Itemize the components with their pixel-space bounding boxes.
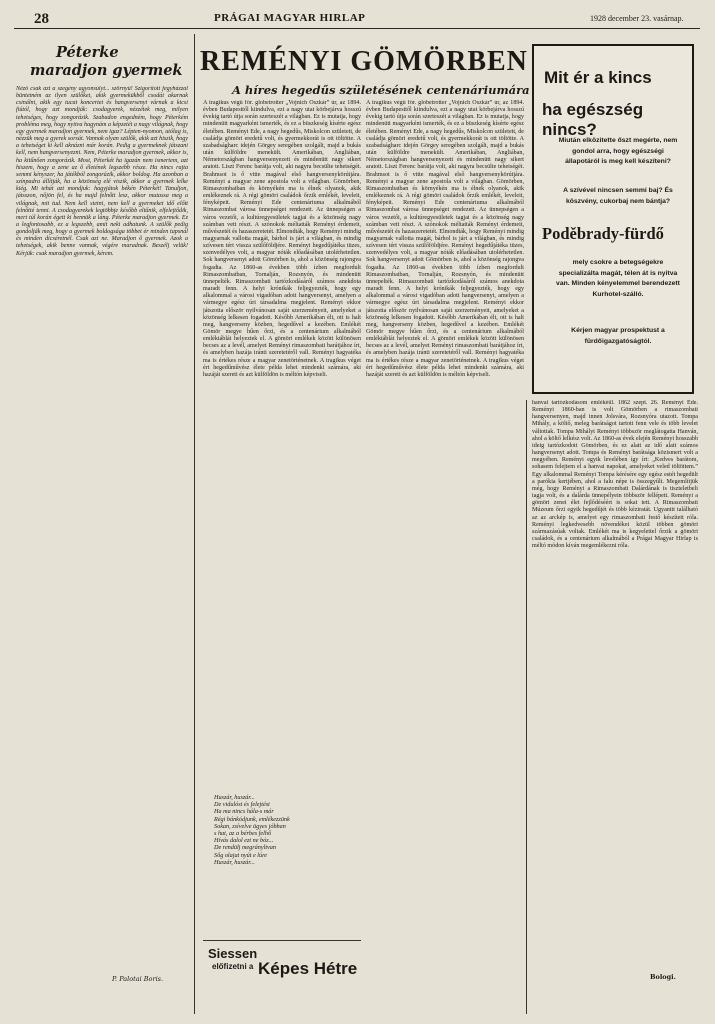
ad-paragraph: Miután elközitette őszt megérte, nem gondol arra, hogy egészségi állapotáról is meg kell készíteni? xyxy=(558,137,678,165)
ad-headline-line2: ha egészség nincs? xyxy=(542,100,644,139)
column-divider xyxy=(526,400,527,1014)
poem-line: Huszár, huszár... xyxy=(214,794,255,801)
podebrady-advertisement xyxy=(532,44,694,394)
promo-divider xyxy=(203,940,361,941)
poem xyxy=(214,794,290,866)
poem-line: Hívás dalol ezt ne bóz... xyxy=(214,837,274,845)
ad-paragraph: A szívével nincsen semmi baj? És köszvény, cukorbaj nem bántja? xyxy=(563,187,673,205)
left-article-signature: P. Palotai Boris. xyxy=(112,975,164,983)
promo-line1: Siessen xyxy=(208,946,258,961)
poem-line: Sokan, zsívelve ügyes jóbban xyxy=(214,822,286,830)
right-column-body: hanvai tartózkodásom emlékéül. 1862 szept. 26. Reményi Ede. Reményi 1860-ban is volt Gömörben a rimaszombati hangversenyen, majd innen Jolsvára, Rozsnyóra utazott. Tompa Mihály, a költő, meleg barátságot tartott fenn vele és több levelet váltottak. Tompa Mihályt Reményi többször meglátogatta Hanván, ahol a költő lelkész volt. Az 1860-as évek elején Reményi hosszabb ideig tartózkodott Gömörben, és ez alatt az idő alatt számos hangversenyt adott. Tompa és Reményi barátsága közismert volt a megyében. Reményi egyik levelében így írt: „Kedves barátom, sohasem felejtem el a hanvai napokat, amelyeket veled töltöttem.” Egy alkalommal Reményi Tompa kérésére egy egész estét hegedült a parókia kertjében, ahol a falu népe is összegyűlt. Megemlítjük még, hogy Reményi a Rimaszombati Dalárdának is tiszteletbeli tagja volt, és a dalárda ünnepélyein többször fellépett. Reményi a gömöri zenei élet fejlődéséért is sokat tett. A Rimaszombati Múzeum őrzi egyik hegedűjét és több kéziratát. Ugyanitt található az az arckép is, amelyet egy rimaszombati festő készített róla. Reményi legkedvesebb növendékei közül többen gömöri származásúak voltak. Emlékét ma is kegyelettel őrzik a gömöri családok, és a centenárium alkalmából a Prágai Magyar Hirlap is méltó módon kíván megemlékezni róla. xyxy=(532,400,698,550)
issue-date: 1928 december 23. vasárnap. xyxy=(590,14,684,23)
poem-line: De vidulóst és felejtést xyxy=(214,801,270,809)
left-article-body: Néző csak azt a szegény agyonsúlyt... szörnyű! Szigorított fegyházzal büntetném az ilyen szülőket, akik gyermekükből csodát akarnak csinálni, akik egy tucat koncertet és hangversenyt várnak a kicsi fiútól, hogy azt mondják: csodagyerek, nézzétek meg, milyen tehetséges, hogy zongorázik. Szabadon engedném, hogy Péterkém probléma meg, hogy nyitva hagynám a képzetét a nagy világnak, hogy egy gyermek maradjon gyermek, nem igaz? Lépten-nyomon, utólag is, nézzük meg a gyerek sorsát. Vannak olyan szülők, akik azt hiszik, hogy a tehetséget ki kell aknázni már korán. Pedig a gyermeknek játszani kell, nem hangversenyezni. Nem, Péterke maradjon gyermek, akkor is, ha kitűnően zongorázik. Most, Péterkét ha igazán nem ismertem, azt hiszem, hogy a zene az ő életének legszebb része. Ha nincs rajta semmi kényszer, ha játékból zongorázik, akkor boldog. Ha azonban a színpadra állítják, ha a közönség elé viszik, akkor a gyermek lelke kiég. Mi tehát azt mondjuk: hagyjátok békén Péterkét! Tanuljon, játsszon, nőjön fel, és ha majd felnőtt lesz, akkor mutassa meg a világnak, mit tud. Nem kell sietni, nem kell a gyermeket idő előtt felnőtté tenni. A csodagyerekek legtöbbje később eltűnik, elfelejtődik, mert túl korán égett ki bennük a láng. Péterke maradjon gyermek. Ez a legfontosabb, ez a legszebb, amit neki adhatunk. A szülők pedig gondolják meg, hogy a gyermek boldogsága többet ér minden tapsnál és minden dicséretnél. Csak azt ne. Maradjon ő gyermek. Azok a tehetségek, akik benne vannak, végére maradnak. Beszélj velük! Kérjük: csak maradjon gyermek, kérem. xyxy=(16,86,188,257)
poem-line: Régi bánkódjunk, emlékezzünk xyxy=(214,815,290,823)
main-article-body-col2: A tragikus végű főr. globetrotter „Vojnich Oszkár” úr, az 1894. évben Budapesttől kiindulva, ezt a nagy utat körbejárva hosszú évekig tartó útja során szerteszét a világban. Ez is mutatja, hogy mindenütt magyarként ismerték, és ez a büszkeség kísérte egész életében. Reményi Ede, a nagy hegedűs, Miskolcon született, de családja gömöri eredetű volt, és gyermekkorát is ott töltötte. A szabadságharc idején Görgey seregében szolgált, majd a bukás után külföldre menekült. Amerikában, Angliában, Németországban hangversenyezett és mindenütt nagy sikert aratott. Liszt Ferenc barátja volt, aki nagyra becsülte tehetségét. Brahmsot is ő vitte magával első hangversenykörútjára. Reményi a magyar zene apostola volt a világban. Gömörben, Rimaszombatban és környékén ma is élnek olyanok, akik emlékeznek rá. A régi gömöri családok őrzik emlékét, leveleit, fényképeit. Reményi Ede centenáriuma alkalmából Rimaszombat városa ünnepséget rendezett. Az ünnepségen a város vezetői, a kultúregyesületek tagjai és a közönség nagy számban vett részt. A szónokok méltatták Reményi érdemeit, művészetét és hazaszeretetét. Elmondták, hogy Reményi mindig magyarnak vallotta magát, bárhol is járt a világban, és mindig szívesen tért vissza szülőföldjére. Reményi hegedűjátéka tüzes, szenvedélyes volt, a magyar nóták előadásában utolérhetetlen. Sok hangversenyt adott Gömörben is, ahol a közönség rajongva fogadta. Az 1860-as években több ízben megfordult Rimaszombatban, Tornalján, Rozsnyón, és mindenütt ünnepelték. Rimaszombati tartózkodásáról számos anekdota maradt fenn. A helyi krónikák feljegyezték, hogy egy alkalommal a városi vigadóban adott hangversenyt, amelyen a vármegye egész úri társadalma megjelent. Reményi ekkor játszotta először nyilvánosan saját szerzeményeit, amelyeket a közönség lelkesen fogadott. Később Amerikában élt, ott is halt meg, hangverseny közben, hegedűvel a kezében. Emlékét Gömör megye hűen őrzi, és a centenárium alkalmából emléktáblát helyeztek el. A gömöri emlékek között különösen becses az a levél, amelyet Reményi rimaszombati barátjához írt, és amelyben hazája iránti szeretetéről vall. Reményi hagyatéka ma is értékes része a magyar zenetörténetnek. A tragikus véget ért hegedűművész élete példa lehet mindenki számára, aki hazáját szereti és azt külföldön is méltón képviseli. xyxy=(366,100,524,378)
column-divider xyxy=(194,34,195,1014)
left-article-title-line1: Péterke xyxy=(56,44,119,61)
poem-line: Ha ma nincs hála-s már xyxy=(214,808,274,816)
page-header xyxy=(14,8,700,29)
ad-paragraph: mely csokre a betegségekre specializálta magát, télen át is nyitva van. Minden kényelemmel berendezett Kurhotel-szálló. xyxy=(556,259,680,298)
main-article-body-col1: A tragikus végű főr. globetrotter „Vojnich Oszkár” úr, az 1894. évben Budapesttől kiindulva, ezt a nagy utat körbejárva hosszú évekig tartó útja során szerteszét a világban. Ez is mutatja, hogy mindenütt magyarként ismerték, és ez a büszkeség kísérte egész életében. Reményi Ede, a nagy hegedűs, Miskolcon született, de családja gömöri eredetű volt, és gyermekkorát is ott töltötte. A szabadságharc idején Görgey seregében szolgált, majd a bukás után külföldre menekült. Amerikában, Angliában, Németországban hangversenyezett és mindenütt nagy sikert aratott. Liszt Ferenc barátja volt, aki nagyra becsülte tehetségét. Brahmsot is ő vitte magával első hangversenykörútjára. Reményi a magyar zene apostola volt a világban. Gömörben, Rimaszombatban és környékén ma is élnek olyanok, akik emlékeznek rá. A régi gömöri családok őrzik emlékét, leveleit, fényképeit. Reményi Ede centenáriuma alkalmából Rimaszombat városa ünnepséget rendezett. Az ünnepségen a város vezetői, a kultúregyesületek tagjai és a közönség nagy számban vett részt. A szónokok méltatták Reményi érdemeit, művészetét és hazaszeretetét. Elmondták, hogy Reményi mindig magyarnak vallotta magát, bárhol is járt a világban, és mindig szívesen tért vissza szülőföldjére. Reményi hegedűjátéka tüzes, szenvedélyes volt, a magyar nóták előadásában utolérhetetlen. Sok hangversenyt adott Gömörben is, ahol a közönség rajongva fogadta. Az 1860-as években több ízben megfordult Rimaszombatban, Tornalján, Rozsnyón, és mindenütt ünnepelték. Rimaszombati tartózkodásáról számos anekdota maradt fenn. A helyi krónikák feljegyezték, hogy egy alkalommal a városi vigadóban adott hangversenyt, amelyen a vármegye egész úri társadalma megjelent. Reményi ekkor játszotta először nyilvánosan saját szerzeményeit, amelyeket a közönség lelkesen fogadott. Később Amerikában élt, ott is halt meg, hangverseny közben, hegedűvel a kezében. Emlékét Gömör megye hűen őrzi, és a centenárium alkalmából emléktáblát helyeztek el. A gömöri emlékek között különösen becses az a levél, amelyet Reményi rimaszombati barátjához írt, és amelyben hazája iránti szeretetéről vall. Reményi hagyatéka ma is értékes része a magyar zenetörténetnek. A tragikus véget ért hegedűművész élete példa lehet mindenki számára, aki hazáját szereti és azt külföldön is méltón képviseli. xyxy=(203,100,361,378)
left-article-title-line2: maradjon gyermek xyxy=(30,62,183,79)
poem-line: Huszár, huszár... xyxy=(214,858,255,866)
ad-resort-name: Poděbrady-fürdő xyxy=(542,224,664,243)
masthead: PRÁGAI MAGYAR HIRLAP xyxy=(214,12,366,24)
main-article-subtitle: A híres hegedűs születésének centenáriumára xyxy=(232,83,530,97)
ad-headline-line1: Mit ér a kincs xyxy=(544,68,652,87)
page-number: 28 xyxy=(34,11,49,27)
poem-line: s hat, az a bérbes felhő xyxy=(214,829,272,837)
main-article-title: REMÉNYI GÖMÖRBEN xyxy=(200,46,528,77)
promo-brand: Képes Hétre xyxy=(258,959,358,978)
right-column-signature: Bologi. xyxy=(650,973,676,981)
poem-line: Sőg olajat nyút e lúre xyxy=(214,851,268,859)
ad-paragraph: Kérjen magyar prospektust a fürdőigazgatóságtól. xyxy=(571,327,665,345)
poem-line: De rendülj megrányltvan xyxy=(214,844,276,852)
promo-line2: előfizetni a xyxy=(212,962,254,971)
